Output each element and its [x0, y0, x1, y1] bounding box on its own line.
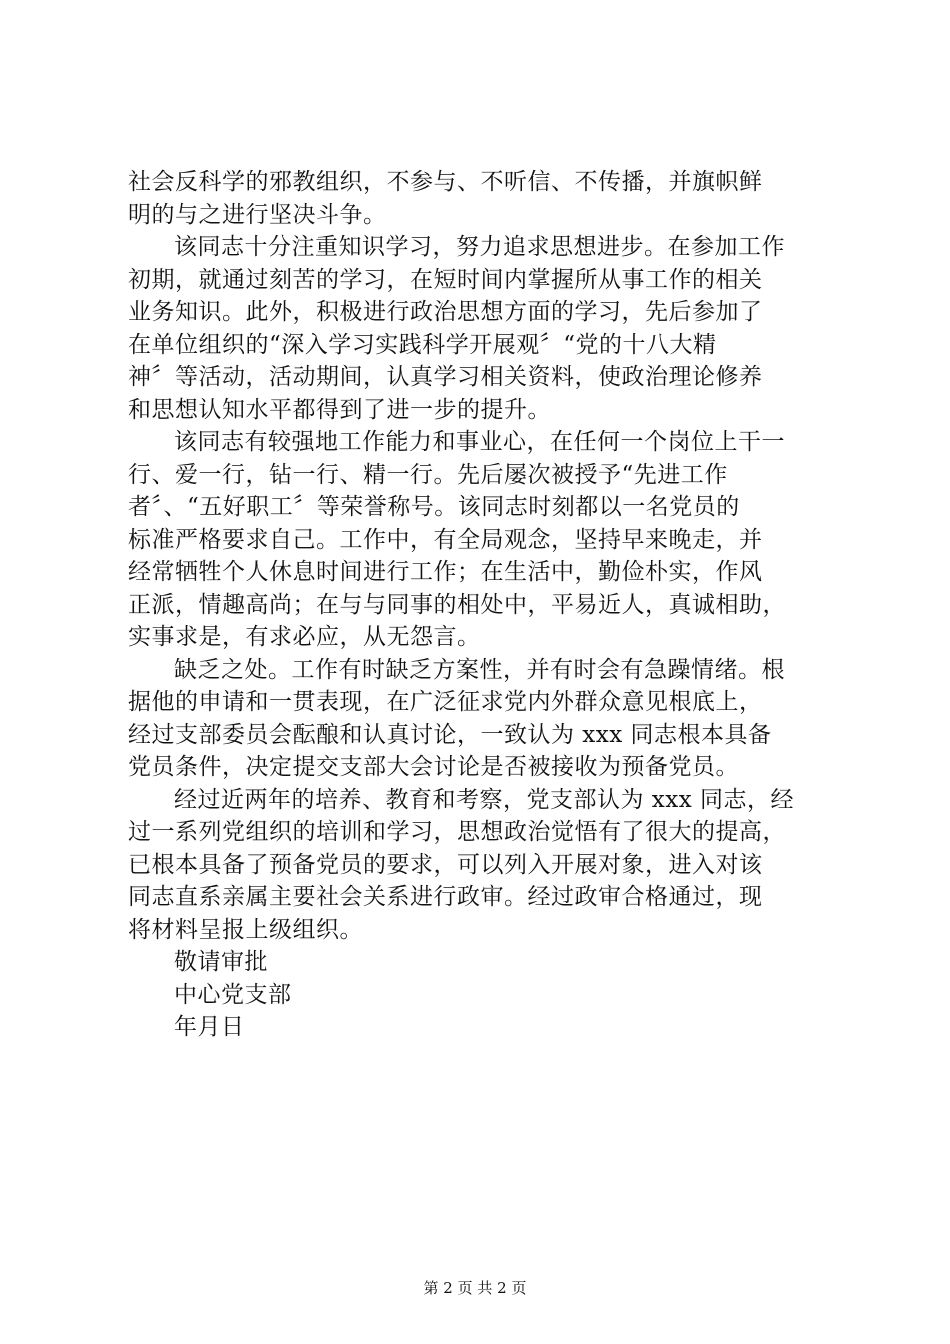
text-line: 过一系列党组织的培训和学习，思想政治觉悟有了很大的提高， [128, 819, 786, 845]
paragraph-start-line: 经过近两年的培养、教育和考察，党支部认为 xxx 同志，经 [174, 786, 795, 813]
closing-request: 敬请审批 [174, 949, 268, 975]
text-line: 者〞、“五好职工〞等荣誉称号。该同志时刻都以一名党员的 [128, 494, 740, 520]
paragraph-start-line: 该同志十分注重知识学习，努力追求思想进步。在参加工作 [174, 234, 785, 260]
text-line: 行、爱一行，钻一行、精一行。先后屡次被授予“先进工作 [128, 461, 728, 488]
paragraph-start-line: 该同志有较强地工作能力和事业心，在任何一个岗位上干一 [174, 429, 785, 455]
text-line: 明的与之进行坚决斗争。 [128, 201, 387, 228]
text-line: 神〞等活动，活动期间，认真学习相关资料，使政治理论修养 [128, 364, 763, 390]
signature-organization: 中心党支部 [174, 981, 292, 1008]
text-line: 据他的申请和一贯表现，在广泛征求党内外群众意见根底上， [128, 689, 763, 715]
text-line: 标准严格要求自己。工作中，有全局观念，坚持早来晚走，并 [128, 526, 763, 553]
text-line: 经过支部委员会酝酿和认真讨论，一致认为 xxx 同志根本具备 [128, 721, 772, 748]
text-line: 社会反科学的邪教组织，不参与、不听信、不传播，并旗帜鲜 [128, 169, 763, 195]
text-line: 业务知识。此外，积极进行政治思想方面的学习，先后参加了 [128, 299, 763, 325]
signature-date: 年月日 [174, 1014, 245, 1040]
text-line: 已根本具备了预备党员的要求，可以列入开展对象，进入对该 [128, 851, 763, 878]
text-line: 同志直系亲属主要社会关系进行政审。经过政审合格通过，现 [128, 884, 763, 910]
text-line: 正派，情趣高尚；在与与同事的相处中，平易近人，真诚相助， [128, 591, 786, 618]
text-line: 在单位组织的“深入学习实践科学开展观〞“党的十八大精 [128, 331, 717, 358]
text-line: 实事求是，有求必应，从无怨言。 [128, 624, 481, 650]
paragraph-start-line: 缺乏之处。工作有时缺乏方案性，并有时会有急躁情绪。根 [174, 656, 785, 683]
text-line: 将材料呈报上级组织。 [128, 916, 363, 943]
text-line: 经常牺牲个人休息时间进行工作；在生活中，勤俭朴实，作风 [128, 559, 763, 585]
page-footer: 第 2 页 共 2 页 [423, 1279, 527, 1297]
text-line: 初期，就通过刻苦的学习，在短时间内掌握所从事工作的相关 [128, 266, 763, 293]
text-line: 党员条件，决定提交支部大会讨论是否被接收为预备党员。 [128, 754, 739, 780]
text-line: 和思想认知水平都得到了进一步的提升。 [128, 396, 551, 423]
document-body [128, 166, 848, 1044]
